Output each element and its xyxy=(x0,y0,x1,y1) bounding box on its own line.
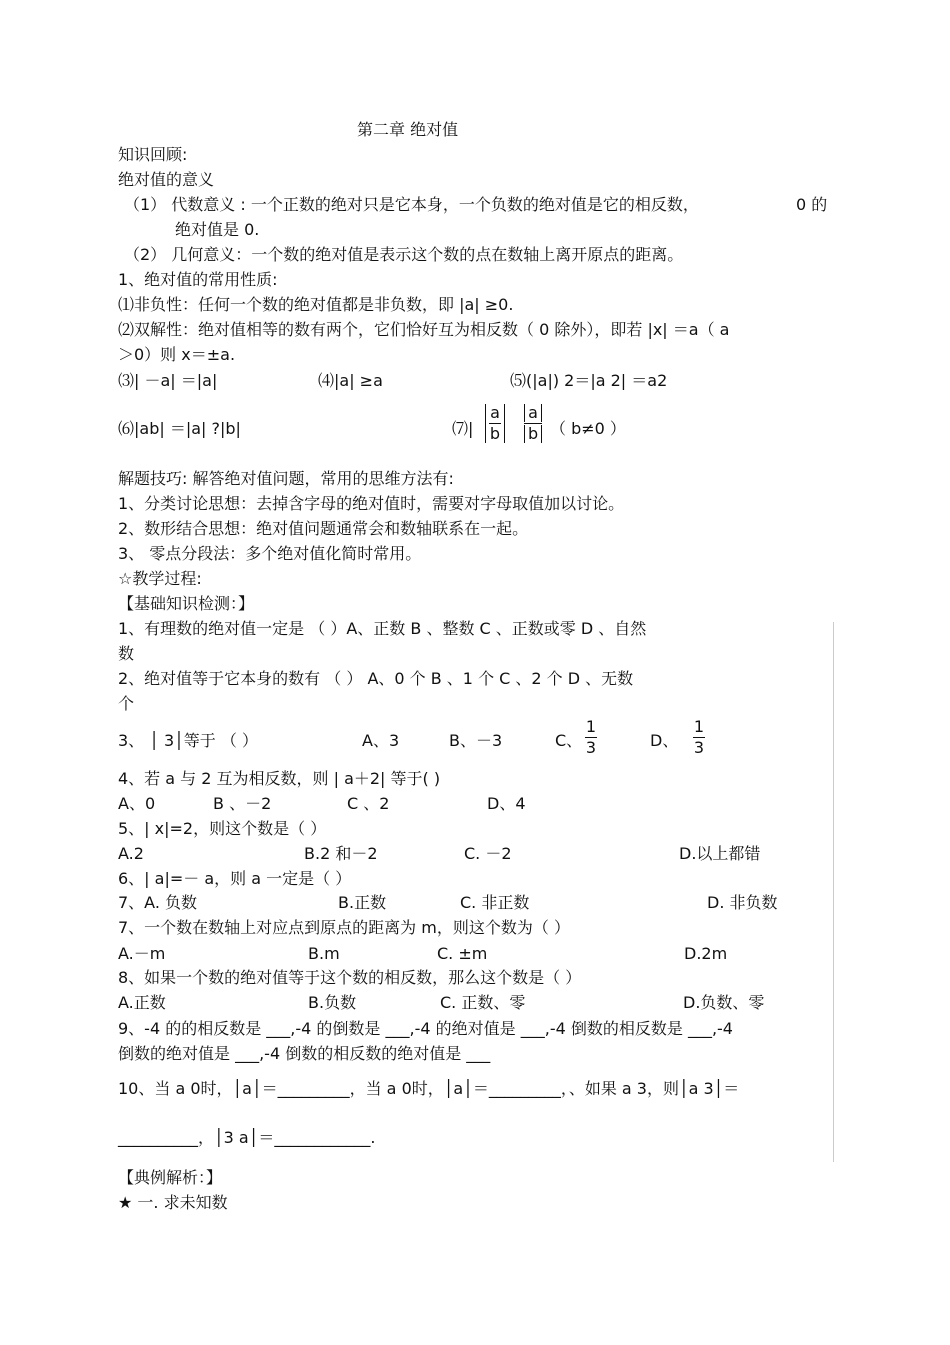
question-3-option-c-frac: 1 3 xyxy=(585,717,597,757)
question-6-option-b: B.正数 xyxy=(338,893,387,912)
question-3-option-b: B、－3 xyxy=(449,731,503,750)
question-1-cont: 数 xyxy=(118,644,135,663)
question-1: 1、有理数的绝对值一定是 （ ）A、正数 B 、整数 C 、正数或零 D 、自然 xyxy=(118,619,647,638)
examples-subheading: ★ 一. 求未知数 xyxy=(118,1193,228,1212)
review-heading: 知识回顾: xyxy=(118,145,188,164)
question-10-cont: __________，│3 a│＝____________. xyxy=(118,1128,376,1147)
question-4: 4、若 a 与 2 互为相反数，则 | a＋2| 等于( ) xyxy=(118,769,441,788)
question-5-option-a: A.2 xyxy=(118,844,144,863)
question-5-option-b: B.2 和－2 xyxy=(304,844,378,863)
question-5-option-c: C. －2 xyxy=(464,844,512,863)
question-9: 9、-4 的的相反数是 ___,-4 的倒数是 ___,-4 的绝对值是 ___,-4 倒数的相反数是 ___,-4 xyxy=(118,1019,733,1038)
question-4-option-d: D、4 xyxy=(487,794,526,813)
question-2-cont: 个 xyxy=(118,694,135,713)
meaning-1-cont: 绝对值是 0. xyxy=(175,220,260,239)
question-4-option-a: A、0 xyxy=(118,794,156,813)
question-8-option-d: D.负数、零 xyxy=(683,993,765,1012)
question-7-option-a: A.－m xyxy=(118,944,166,963)
question-7: 7、一个数在数轴上对应点到原点的距离为 m，则这个数为（ ） xyxy=(118,918,570,937)
property-7: ⑺| xyxy=(452,419,474,438)
question-7-option-d: D.2m xyxy=(684,944,728,963)
question-6-option-d: D. 非负数 xyxy=(707,893,778,912)
question-4-option-b: B 、－2 xyxy=(213,794,272,813)
property-6: ⑹|ab| ＝|a| ?|b| xyxy=(118,419,241,438)
question-8: 8、如果一个数的绝对值等于这个数的相反数，那么这个数是（ ） xyxy=(118,968,582,987)
question-8-option-b: B.负数 xyxy=(308,993,357,1012)
property-5: ⑸(|a|) 2＝|a 2| ＝a2 xyxy=(510,371,668,390)
question-2: 2、绝对值等于它本身的数有 （ ） A、0 个 B 、1 个 C 、2 个 D 、无数 xyxy=(118,669,634,688)
basic-heading: 【基础知识检测：】 xyxy=(118,594,255,613)
question-6-option-c: C. 非正数 xyxy=(460,893,530,912)
property-7-cond: （ b≠0 ） xyxy=(550,419,626,438)
property-2-cont: ＞0）则 x＝±a. xyxy=(118,345,236,364)
question-7-option-c: C. ±m xyxy=(437,944,488,963)
property-1: ⑴非负性：任何一个数的绝对值都是非负数，即 |a| ≥0. xyxy=(118,295,514,314)
property-4: ⑷|a| ≥a xyxy=(318,371,383,390)
right-margin-rule xyxy=(833,622,834,1162)
question-6-option-a: 7、A. 负数 xyxy=(118,893,198,912)
question-5-option-d: D.以上都错 xyxy=(679,844,761,863)
property-2: ⑵双解性：绝对值相等的数有两个，它们恰好互为相反数（ 0 除外），即若 |x| ＝a（ a xyxy=(118,320,730,339)
meaning-1-end: 0 的 xyxy=(796,195,828,214)
property-3: ⑶| －a| ＝|a| xyxy=(118,371,218,390)
question-7-option-b: B.m xyxy=(308,944,340,963)
properties-heading: 1、绝对值的常用性质: xyxy=(118,270,278,289)
meaning-1: （1） 代数意义 : 一个正数的绝对只是它本身，一个负数的绝对值是它的相反数， xyxy=(124,195,699,214)
tips-heading: 解题技巧: 解答绝对值问题，常用的思维方法有: xyxy=(118,469,454,488)
question-8-option-c: C. 正数、零 xyxy=(440,993,526,1012)
tip-3: 3、 零点分段法：多个绝对值化简时常用。 xyxy=(118,544,422,563)
question-3-option-d: D、 xyxy=(650,731,679,750)
property-7-frac-right: a b xyxy=(524,404,542,443)
tip-1: 1、分类讨论思想：去掉含字母的绝对值时，需要对字母取值加以讨论。 xyxy=(118,494,625,513)
meaning-2: （2） 几何意义：一个数的绝对值是表示这个数的点在数轴上离开原点的距离。 xyxy=(124,245,684,264)
question-3: 3、 │ 3│等于 （ ） xyxy=(118,731,258,750)
examples-heading: 【典例解析：】 xyxy=(118,1168,223,1187)
property-7-frac-left: a b xyxy=(485,404,505,443)
question-6: 6、| a|=－ a，则 a 一定是（ ） xyxy=(118,869,352,888)
question-8-option-a: A.正数 xyxy=(118,993,166,1012)
question-5: 5、| x|=2，则这个数是（ ） xyxy=(118,819,327,838)
question-3-option-a: A、3 xyxy=(362,731,400,750)
question-10: 10、当 a 0时，│a│＝_________，当 a 0时，│a│＝_________，、如果 a 3，则│a 3│＝ xyxy=(118,1079,740,1098)
question-9-cont: 倒数的绝对值是 ___,-4 倒数的相反数的绝对值是 ___ xyxy=(118,1044,491,1063)
meaning-heading: 绝对值的意义 xyxy=(118,170,215,189)
process-heading: ☆教学过程: xyxy=(118,569,202,588)
tip-2: 2、数形结合思想：绝对值问题通常会和数轴联系在一起。 xyxy=(118,519,529,538)
question-4-option-c: C 、2 xyxy=(347,794,390,813)
page-title: 第二章 绝对值 xyxy=(357,120,459,139)
question-3-option-c: C、 xyxy=(555,731,583,750)
question-3-option-d-frac: 1 3 xyxy=(693,717,705,757)
